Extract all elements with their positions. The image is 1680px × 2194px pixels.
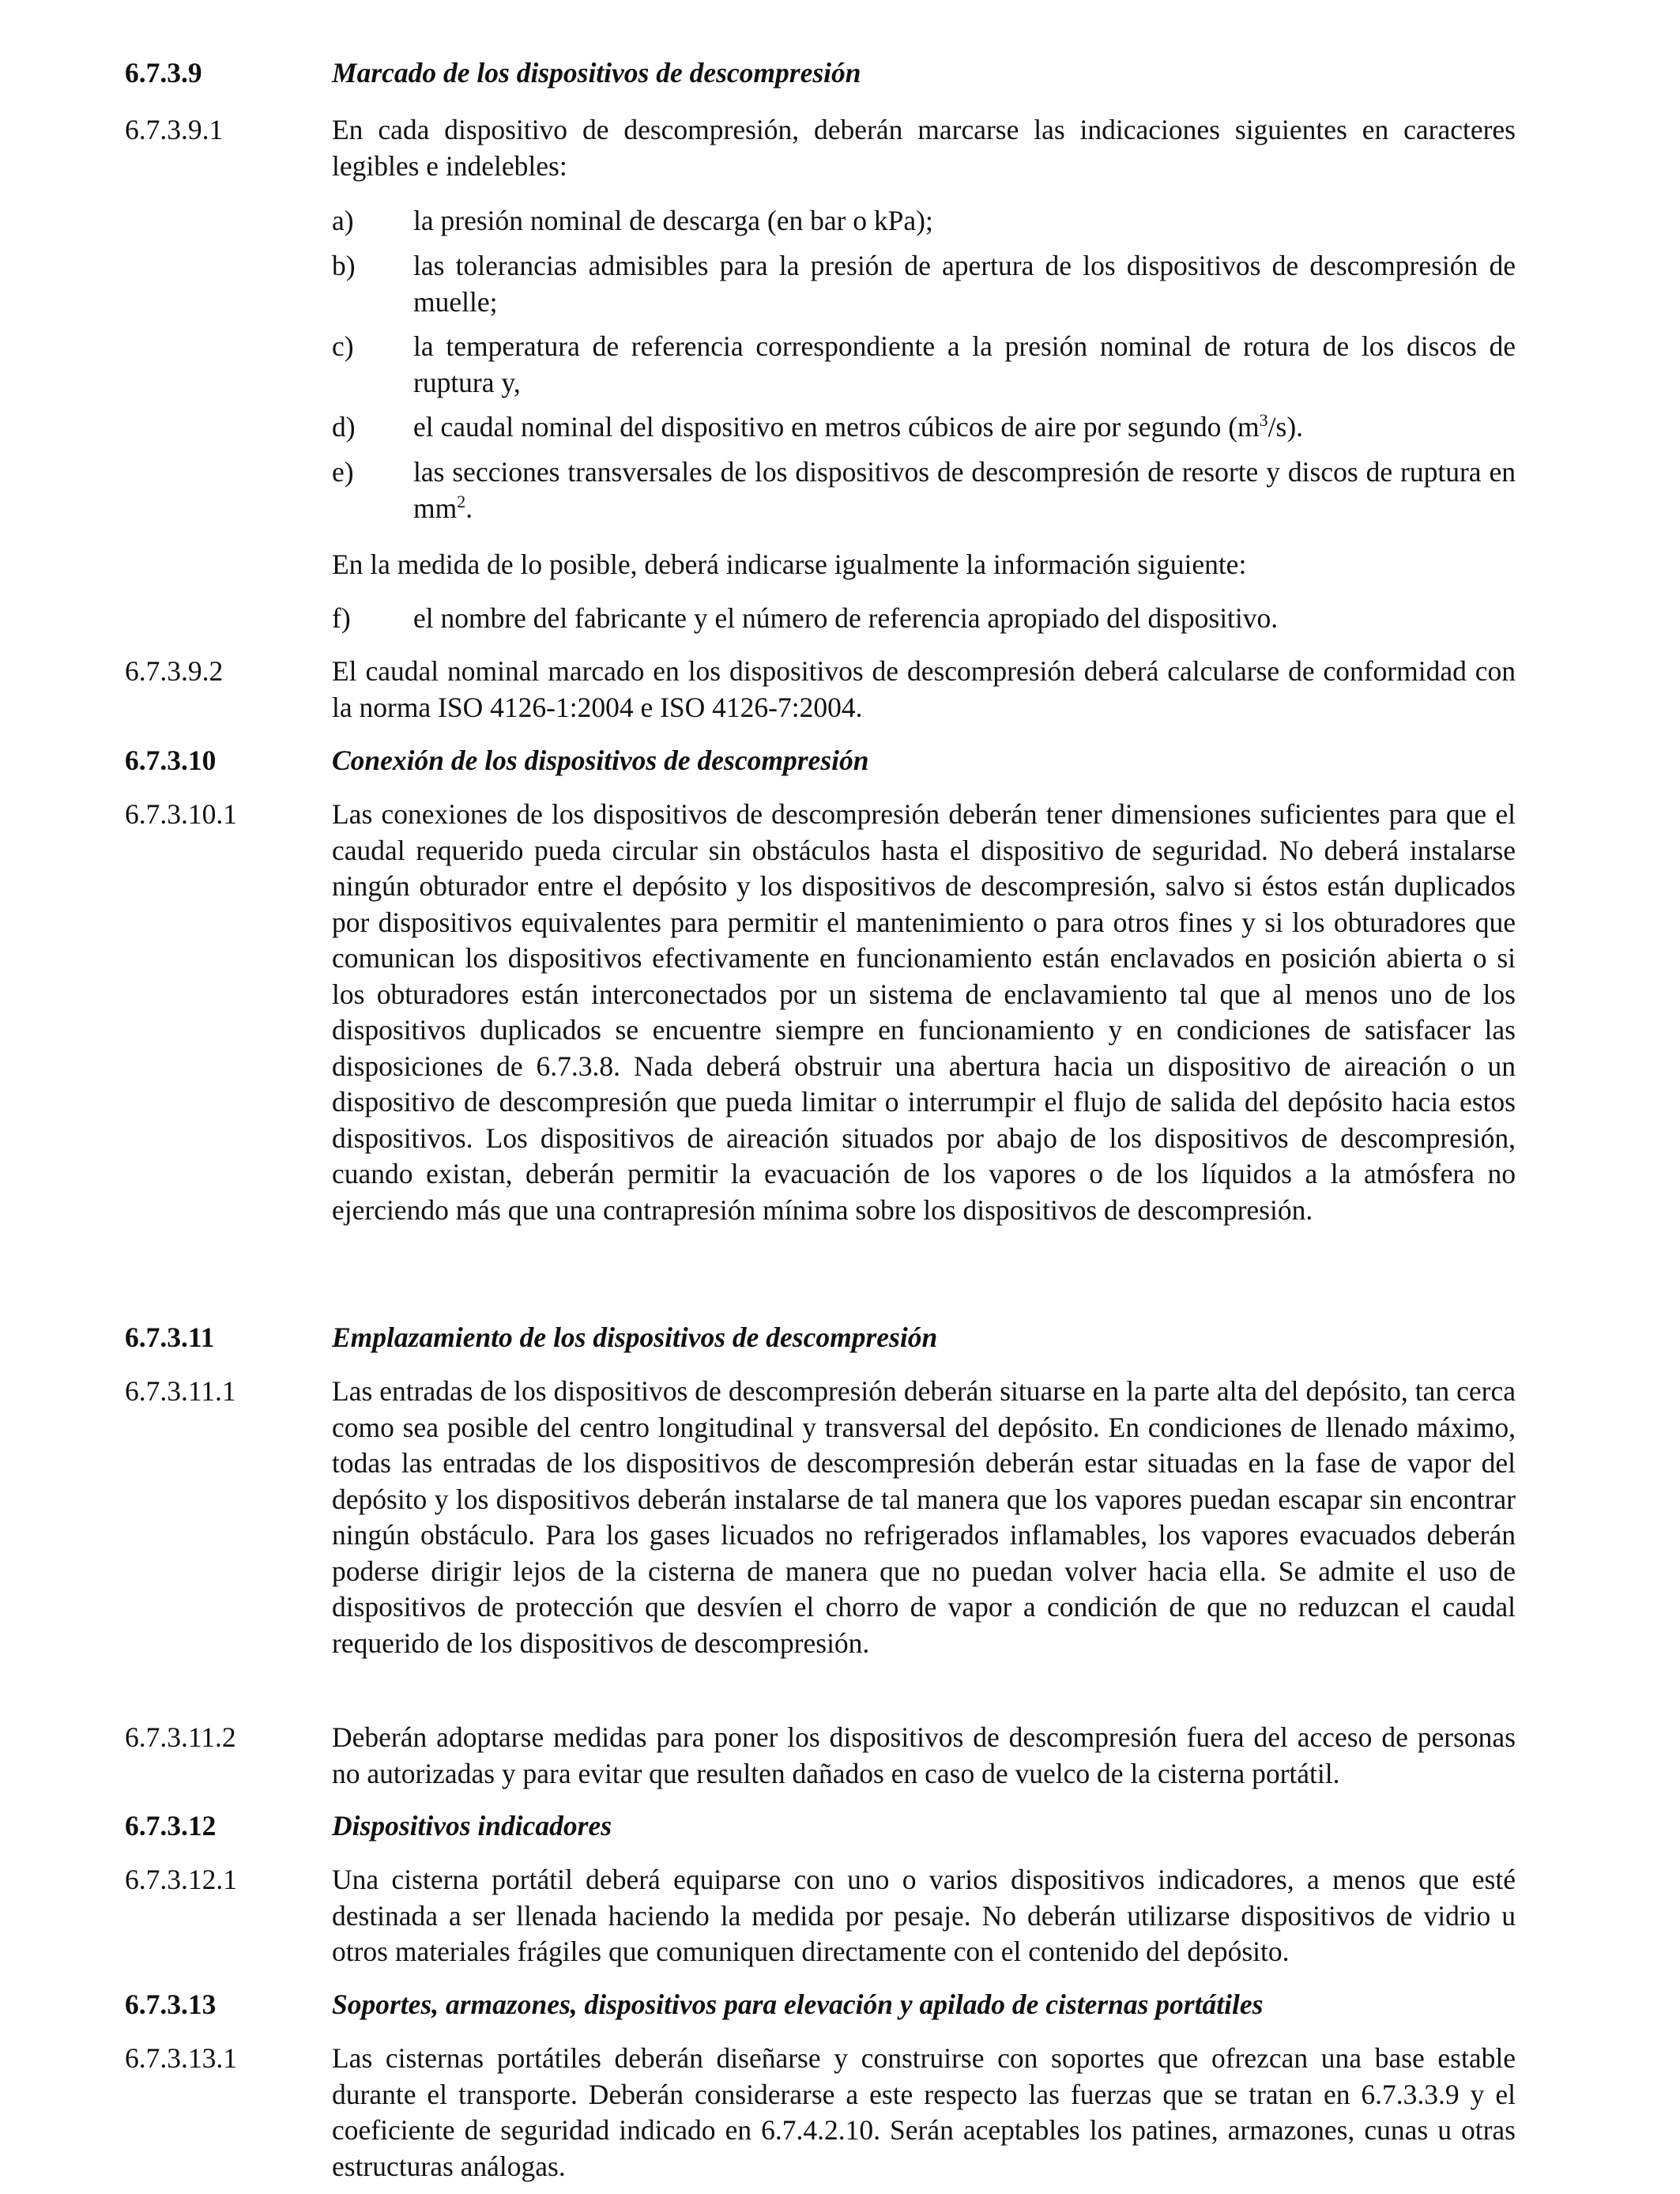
paragraph-text: Las conexiones de los dispositivos de descompresión deberán tener dimensiones suficientes para que el caudal requerido pueda circular sin obstáculos hasta el dispositivo de seguridad. No deberá instalarse ningún obturador entre el depósito y los dispositivos de descompresión, salvo si éstos están duplicados por dispositivos equivalentes para permitir el mantenimiento o para otros fines y si los obturadores que comunican los dispositivos efectivamente en funcionamiento están enclavados en posición abierta o si los obturadores están interconectados por un sistema de enclavamiento tal que al menos uno de los dispositivos duplicados se encuentre siempre en funcionamiento y en condiciones de satisfacer las disposiciones de 6.7.3.8. Nada deberá obstruir una abertura hacia un dispositivo de aireación o un dispositivo de descompresión que pueda limitar o interrumpir el flujo de salida del depósito hacia estos dispositivos. Los dispositivos de aireación situados por abajo de los dispositivos de descompresión, cuando existan, deberán permitir la evacuación de los vapores o de los líquidos a la atmósfera no ejerciendo más que una contrapresión mínima sobre los dispositivos de descompresión. [332,798,1516,1226]
paragraph-number: 6.7.3.11.1 [125,1375,236,1407]
paragraph-text: Las entradas de los dispositivos de descompresión deberán situarse en la parte alta del depósito, tan cerca como sea posible del centro longitudinal y transversal del depósito. En condiciones de llenado máximo, todas las entradas de los dispositivos de descompresión deberán estar situadas en la fase de vapor del depósito y los dispositivos deberán instalarse de tal manera que los vapores puedan escapar sin encontrar ningún obstáculo. Para los gases licuados no refrigerados inflamables, los vapores evacuados deberán poderse dirigir lejos de la cisterna de manera que no puedan volver hacia ella. Se admite el uso de dispositivos de protección que desvíen el chorro de vapor a condición de que no reduzcan el caudal requerido de los dispositivos de descompresión. [332,1375,1516,1659]
paragraph-text: El caudal nominal marcado en los dispositivos de descompresión deberá calcularse de conformidad con la norma ISO 4126-1:2004 e ISO 4126-7:2004. [332,655,1516,723]
list-item-text: el nombre del fabricante y el número de referencia apropiado del dispositivo. [413,602,1279,634]
list-item-text: el caudal nominal del dispositivo en metros cúbicos de aire por segundo $(m^3/s)$. [413,410,1304,443]
paragraph-number: 6.7.3.13.1 [125,2042,237,2074]
paragraph-number: 6.7.3.11.2 [125,1721,236,1753]
section-title: Soportes, armazones, dispositivos para elevación y apilado de cisternas portátiles [332,1989,1264,2020]
section-title: Emplazamiento de los dispositivos de descompresión [332,1321,938,1353]
paragraph-text: Una cisterna portátil deberá equiparse con uno o varios dispositivos indicadores, a menos que esté destinada a ser llenada haciendo la medida por pesaje. No deberán utilizarse dispositivos de vidrio u otros materiales frágiles que comuniquen directamente con el contenido del depósito. [332,1864,1516,1967]
section-number: 6.7.3.10 [125,745,217,776]
section-number: 6.7.3.9 [125,57,202,89]
list-item-label: b) [332,250,356,281]
paragraph-text: Deberán adoptarse medidas para poner los dispositivos de descompresión fuera del acceso de personas no autorizadas y para evitar que resulten dañados en caso de vuelco de la cisterna portátil. [332,1721,1516,1789]
list-item-label: e) [332,456,354,488]
paragraph-number: 6.7.3.10.1 [125,798,237,830]
section-number: 6.7.3.12 [125,1810,217,1842]
list-item-text: las secciones transversales de los dispositivos de descompresión de resorte y discos de ruptura en $mm^2$. [413,456,1516,524]
section-number: 6.7.3.13 [125,1989,217,2020]
paragraph-number: 6.7.3.12.1 [125,1864,237,1895]
list-item-text: las tolerancias admisibles para la presión de apertura de los dispositivos de descompresión de muelle; [413,250,1516,318]
section-title: Conexión de los dispositivos de descompresión [332,745,869,776]
paragraph-number: 6.7.3.9.1 [125,114,224,145]
list-item-label: d) [332,411,356,443]
paragraph-number: 6.7.3.9.2 [125,655,224,687]
list-item-label: c) [332,330,354,362]
section-title: Dispositivos indicadores [332,1810,612,1842]
list-item-text: la temperatura de referencia correspondiente a la presión nominal de rotura de los discos de ruptura y, [413,330,1516,398]
paragraph-text: Las cisternas portátiles deberán diseñarse y construirse con soportes que ofrezcan una base estable durante el transporte. Deberán considerarse a este respecto las fuerzas que se tratan en 6.7.3.3.9 y el coeficiente de seguridad indicado en 6.7.4.2.10. Serán aceptables los patines, armazones, cunas u otras estructuras análogas. [332,2042,1516,2182]
list-item-text: la presión nominal de descarga (en bar o kPa); [413,205,933,236]
paragraph-text: En cada dispositivo de descompresión, deberán marcarse las indicaciones siguientes en caracteres legibles e indelebles: [332,114,1516,182]
section-title: Marcado de los dispositivos de descompresión [332,57,861,89]
section-number: 6.7.3.11 [125,1321,215,1353]
list-item-label: a) [332,205,354,236]
paragraph-text: En la medida de lo posible, deberá indicarse igualmente la información siguiente: [332,548,1247,580]
list-item-label: f) [332,602,351,634]
